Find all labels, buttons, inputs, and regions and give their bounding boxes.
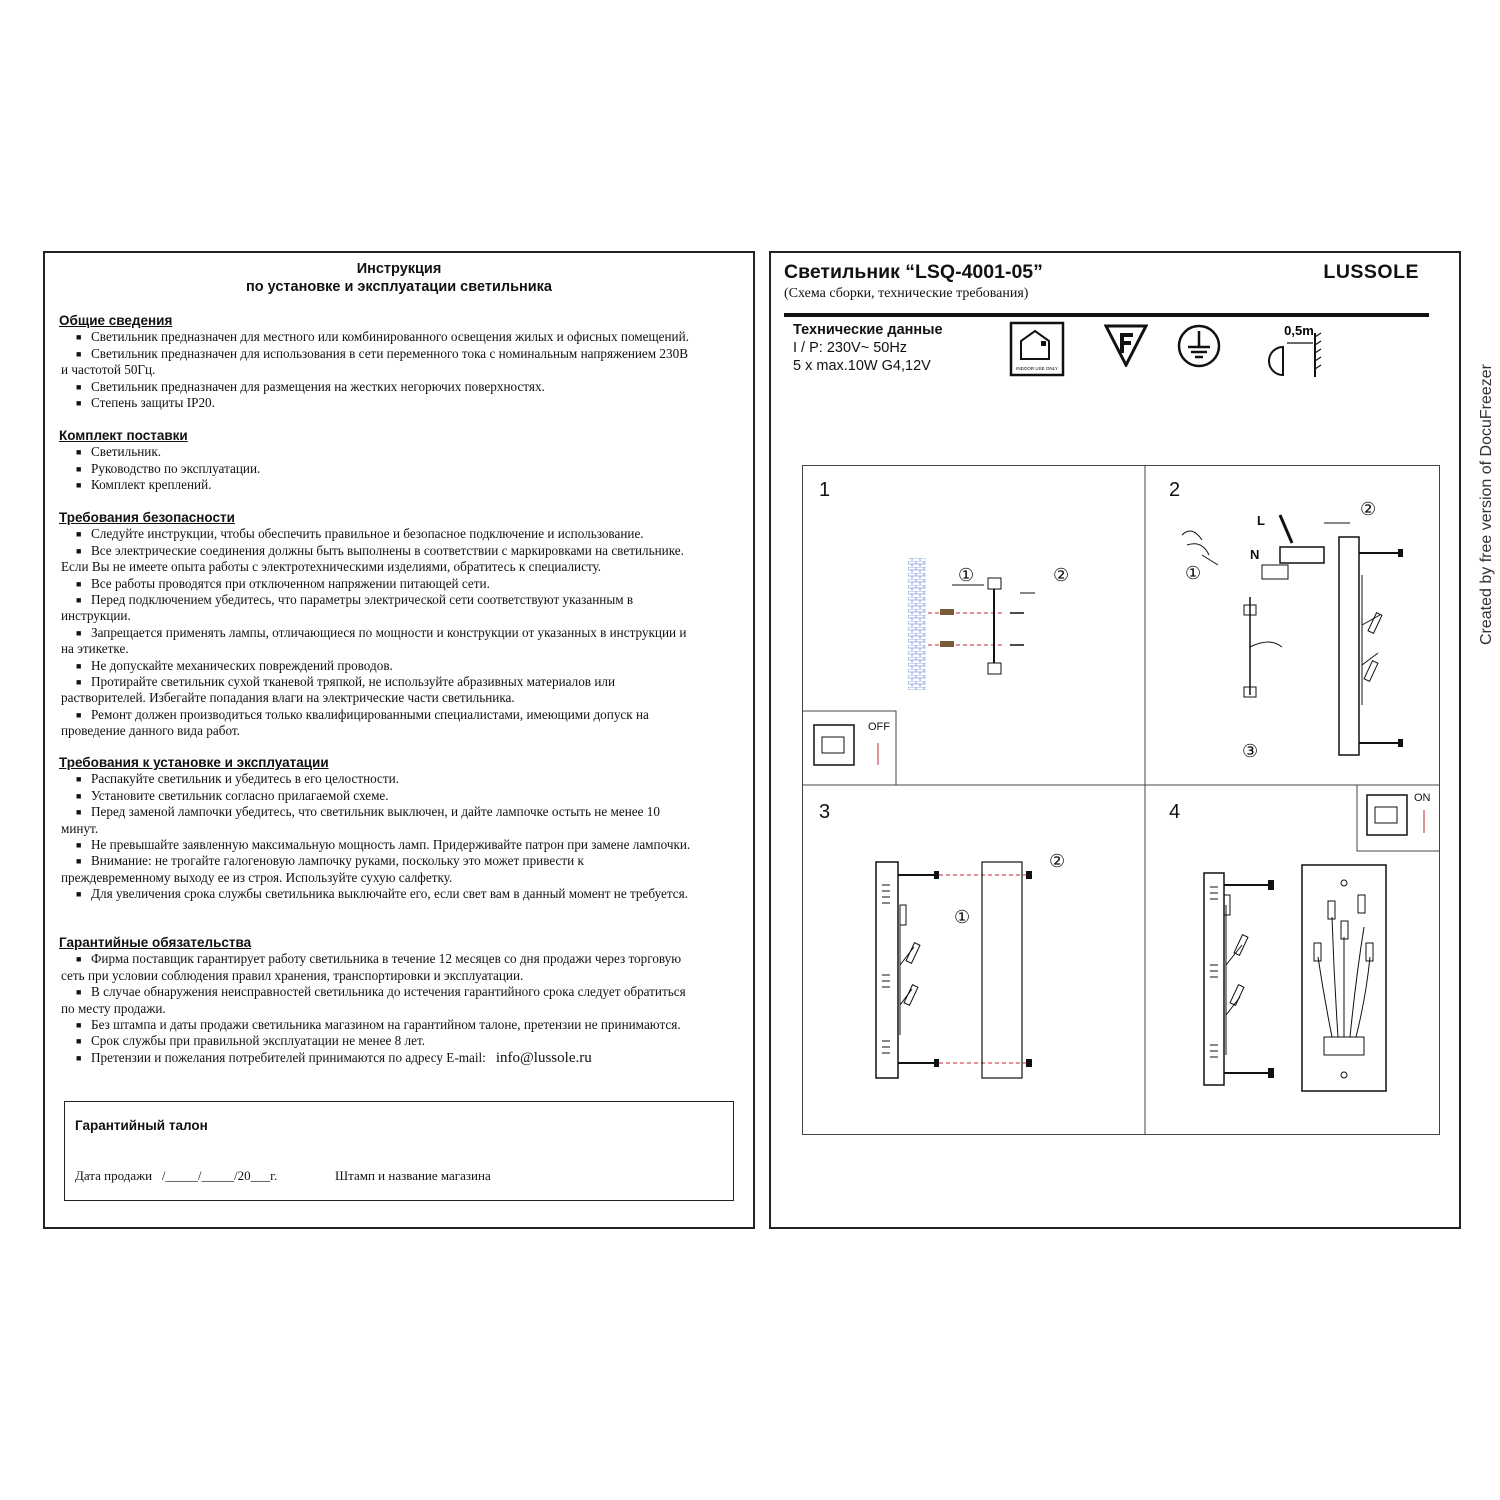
tech-data: [793, 321, 943, 375]
header-rule: [784, 313, 1429, 317]
list-item: преждевременному выходу ее из строя. Используйте сухую салфетку.: [61, 869, 453, 885]
section-general: [59, 313, 739, 411]
indoor-use-icon: [1009, 321, 1065, 377]
section-heading: Требования безопасности: [59, 510, 235, 525]
list-item: Если Вы не имеете опыта работы с электротехническими изделиями, обратитесь к специалисту.: [61, 559, 602, 575]
list-item: ■ Светильник предназначен для местного или комбинированного освещения жилых и офисных помещений.: [76, 329, 689, 345]
step-4-diagram: [1204, 785, 1440, 1091]
list-item: сеть при условии соблюдения правил хранения, транспортировки и эксплуатации.: [61, 967, 524, 983]
step-number-1: 1: [819, 479, 831, 501]
list-item: ■ Все работы проводятся при отключенном напряжении питающей сети.: [76, 575, 490, 591]
section-package: [59, 428, 739, 494]
list-item: ■ Не превышайте заявленную максимальную мощность ламп. Придерживайте патрон при замене лампочки.: [76, 837, 691, 853]
doc-title-line1: Инструкция: [356, 261, 442, 277]
list-item: ■ Запрещается применять лампы, отличающиеся по мощности и конструкции от указанных в инструкции и: [76, 624, 687, 640]
list-item: ■ Светильник предназначен для использования в сети переменного тока с номинальным напряжением 230В: [76, 345, 689, 361]
list-item: ■ Для увеличения срока службы светильника выключайте его, если свет вам в данный момент не требуется.: [76, 886, 688, 902]
instruction-panel: [43, 251, 755, 1229]
list-item: ■ Все электрические соединения должны быть выполнены в соответствии с маркировками на светильнике.: [76, 542, 684, 558]
watermark-text: Created by free version of DocuFreezer: [1478, 363, 1495, 645]
doc-title-line2: по установке и эксплуатации светильника: [246, 279, 552, 295]
ground-icon: [1176, 323, 1222, 369]
distance-icon: [1259, 319, 1323, 379]
product-subtitle: (Схема сборки, технические требования): [784, 286, 1029, 301]
callout-2: ②: [1053, 565, 1070, 585]
assembly-steps: [802, 465, 1440, 1135]
callout-3: ③: [1242, 741, 1259, 761]
stamp-label: Штамп и название магазина: [335, 1168, 491, 1183]
list-item: ■ Претензии и пожелания потребителей принимаются по адресу E-mail: info@lussole.ru: [76, 1049, 592, 1066]
callout-1: ①: [1185, 563, 1202, 583]
tech-lamps: 5 x max.10W G4,12V: [793, 358, 931, 374]
list-item: на этикетке.: [61, 641, 129, 657]
list-item: ■ Фирма поставщик гарантирует работу светильника в течение 12 месяцев со дня продажи через торговую: [76, 951, 682, 967]
flammable-surface-icon: [1104, 323, 1148, 367]
tech-heading: Технические данные: [793, 322, 943, 338]
coupon-title: Гарантийный талон: [75, 1118, 208, 1133]
callout-2: ②: [1360, 499, 1377, 519]
section-heading: Комплект поставки: [59, 428, 188, 443]
list-item: инструкции.: [61, 608, 131, 624]
step-2-diagram: [1182, 515, 1403, 755]
list-item: ■ Внимание: не трогайте галогеновую лампочку руками, поскольку это может привести к: [76, 853, 584, 869]
list-item: ■ Руководство по эксплуатации.: [76, 460, 261, 476]
callout-1: ①: [958, 565, 975, 585]
step-number-2: 2: [1169, 479, 1181, 501]
wire-neutral-label: N: [1250, 547, 1260, 562]
section-heading: Требования к установке и эксплуатации: [59, 755, 329, 770]
list-item: минут.: [61, 820, 99, 836]
section-installation: [59, 755, 739, 903]
list-item: ■ Светильник.: [76, 444, 162, 460]
step-3-diagram: [876, 862, 1032, 1078]
brand-name: LUSSOLE: [1323, 261, 1419, 283]
sale-date-line: Дата продажи /_____/_____/20___г.: [75, 1168, 278, 1183]
list-item: ■ Перед подключением убедитесь, что параметры электрической сети соответствуют указанным в: [76, 592, 634, 608]
section-heading: Гарантийные обязательства: [59, 935, 252, 950]
step-number-3: 3: [819, 801, 831, 823]
switch-on-label: ON: [1414, 792, 1431, 804]
step-1-diagram: [802, 558, 1035, 785]
tech-power: I / P: 230V~ 50Hz: [793, 340, 908, 356]
list-item: ■ Степень защиты IP20.: [76, 395, 215, 411]
svg-text:0,5m: 0,5m: [1284, 323, 1314, 338]
list-item: ■ Светильник предназначен для размещения на жестких негорючих поверхностях.: [76, 378, 545, 394]
step-number-4: 4: [1169, 801, 1181, 823]
assembly-diagram: [802, 465, 1440, 1135]
wire-live-label: L: [1257, 513, 1265, 528]
list-item: ■ Ремонт должен производиться только квалифицированными специалистами, имеющими допуск на: [76, 706, 649, 722]
list-item: по месту продажи.: [61, 1000, 166, 1016]
warranty-coupon: [64, 1101, 734, 1201]
list-item: ■ Комплект креплений.: [76, 477, 212, 493]
assembly-panel: [769, 251, 1461, 1229]
list-item: ■ Протирайте светильник сухой тканевой тряпкой, не используйте абразивных материалов или: [76, 674, 616, 690]
section-heading: Общие сведения: [59, 313, 173, 328]
list-item: ■ Не допускайте механических повреждений проводов.: [76, 657, 393, 673]
switch-off-label: OFF: [868, 721, 890, 733]
product-title: Светильник “LSQ-4001-05”: [784, 261, 1043, 283]
list-item: ■ Срок службы при правильной эксплуатации не менее 8 лет.: [76, 1033, 426, 1049]
list-item: и частотой 50Гц.: [61, 362, 156, 378]
list-item: ■ Следуйте инструкции, чтобы обеспечить правильное и безопасное подключение и использование.: [76, 526, 644, 542]
callout-1: ①: [954, 907, 971, 927]
section-warranty: [59, 935, 739, 1066]
callout-2: ②: [1049, 851, 1066, 871]
list-item: проведение данного вида работ.: [61, 723, 240, 739]
list-item: ■ Перед заменой лампочки убедитесь, что светильник выключен, и дайте лампочке остыть не менее 10: [76, 804, 660, 820]
section-safety: [59, 510, 739, 740]
contact-email: info@lussole.ru: [495, 1049, 592, 1066]
list-item: ■ В случае обнаружения неисправностей светильника до истечения гарантийного срока следует обратиться: [76, 984, 686, 1000]
list-item: ■ Без штампа и даты продажи светильника магазином на гарантийном талоне, претензии не принимаются.: [76, 1017, 681, 1033]
list-item: ■ Распакуйте светильник и убедитесь в его целостности.: [76, 771, 400, 787]
list-item: ■ Установите светильник согласно прилагаемой схеме.: [76, 787, 389, 803]
list-item: растворителей. Избегайте попадания влаги на электрические части светильника.: [61, 690, 515, 706]
svg-text:INDOOR USE ONLY: INDOOR USE ONLY: [1016, 366, 1058, 371]
